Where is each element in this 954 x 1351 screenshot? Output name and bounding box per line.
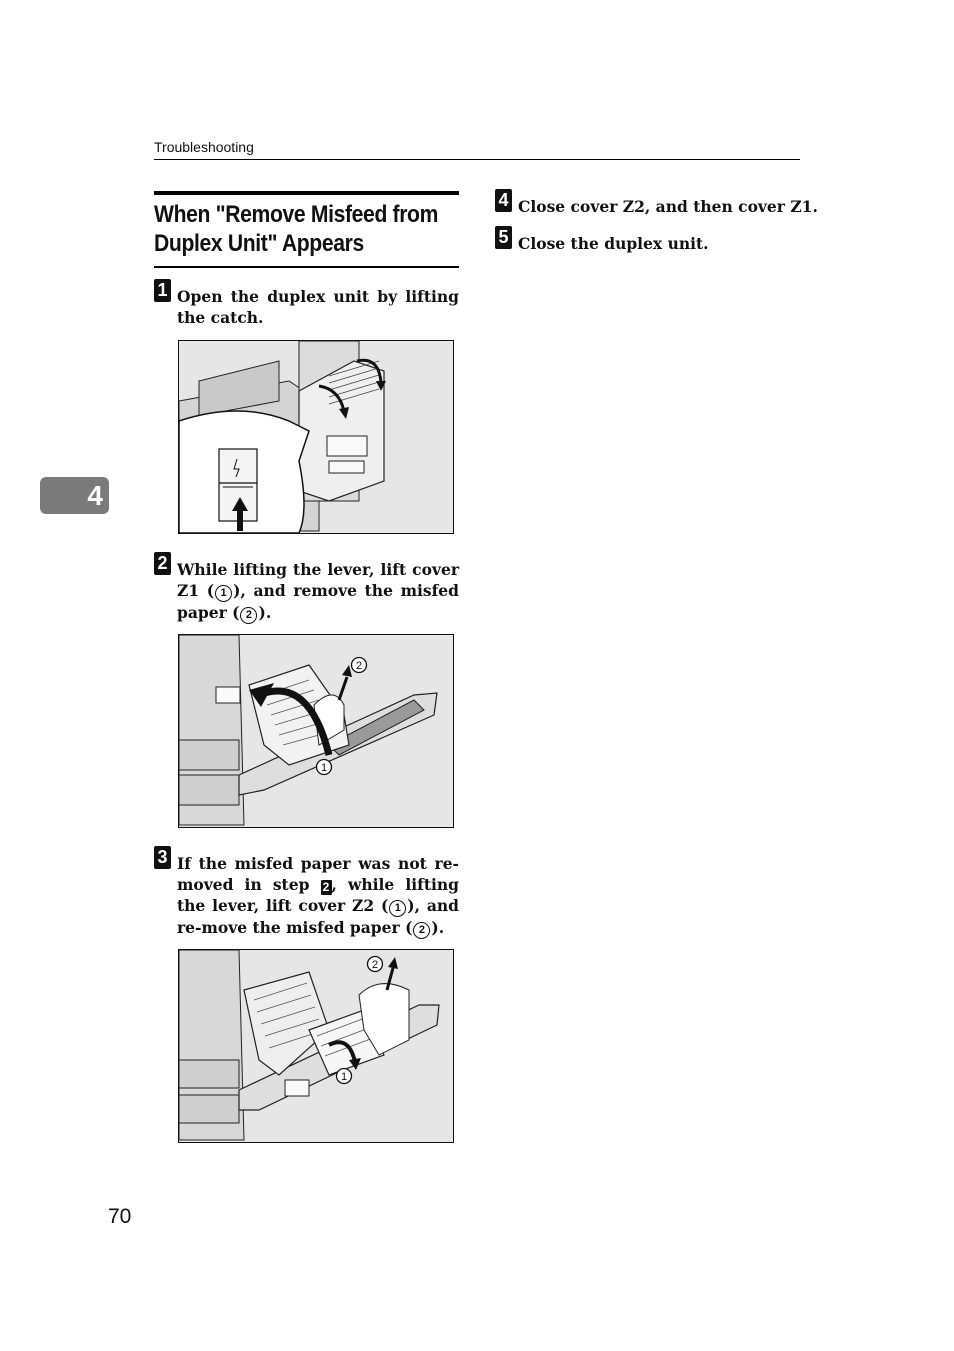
step-2-text-part-3: ). xyxy=(258,603,272,622)
step-2-number: 2 xyxy=(154,552,171,575)
step-3-number: 3 xyxy=(154,846,171,869)
circled-number-2-icon: 2 xyxy=(240,607,257,624)
running-header: Troubleshooting xyxy=(154,139,254,155)
callout-1-label: 1 xyxy=(340,1071,348,1083)
step-3-text xyxy=(177,853,459,939)
callout-2-label: 2 xyxy=(355,660,363,672)
step-5-number: 5 xyxy=(495,226,512,249)
step-2-text xyxy=(177,559,459,624)
circled-number-2-icon: 2 xyxy=(413,922,430,939)
title-top-rule xyxy=(154,191,459,195)
step-2-text-part-2: ), and remove the misfed paper ( xyxy=(177,581,459,622)
step-4-text: Close cover Z2, and then cover Z1. xyxy=(518,197,818,216)
illustration-open-duplex-unit xyxy=(178,340,454,534)
section-title-line-1: When "Remove Misfeed from xyxy=(154,201,439,228)
callout-1-label: 1 xyxy=(320,762,328,774)
step-3-text-part-1: If the misfed paper was not re-moved in step xyxy=(177,854,459,894)
step-3-text-part-4: ). xyxy=(431,918,445,937)
illustration-lift-cover-z1 xyxy=(178,634,454,828)
circled-number-1-icon: 1 xyxy=(215,585,232,602)
section-title xyxy=(154,200,439,258)
page-number: 70 xyxy=(108,1205,132,1228)
section-title-line-2: Duplex Unit" Appears xyxy=(154,230,364,257)
chapter-tab: 4 xyxy=(40,477,109,514)
title-bottom-rule xyxy=(154,266,459,268)
step-2-text-part-1: While lifting the lever, lift cover Z1 ( xyxy=(177,560,459,600)
step-1-text: Open the duplex unit by lifting the catch. xyxy=(177,287,459,327)
header-rule xyxy=(154,159,800,160)
illustration-lift-cover-z2-drawing xyxy=(179,950,453,1142)
step-4-number: 4 xyxy=(495,189,512,212)
circled-number-1-icon: 1 xyxy=(389,900,406,917)
step-3-text-part-3: ), and re-move the misfed paper ( xyxy=(177,896,459,937)
illustration-open-duplex-unit-drawing xyxy=(179,341,453,533)
callout-2-label: 2 xyxy=(371,959,379,971)
step-3-text-part-2: , while lifting the lever, lift cover Z2 ( xyxy=(177,875,459,915)
illustration-lift-cover-z2 xyxy=(178,949,454,1143)
illustration-lift-cover-z1-drawing xyxy=(179,635,453,827)
step-2-reference-icon: 2 xyxy=(321,880,332,895)
step-5-text: Close the duplex unit. xyxy=(518,234,709,253)
step-1-number: 1 xyxy=(154,279,171,302)
